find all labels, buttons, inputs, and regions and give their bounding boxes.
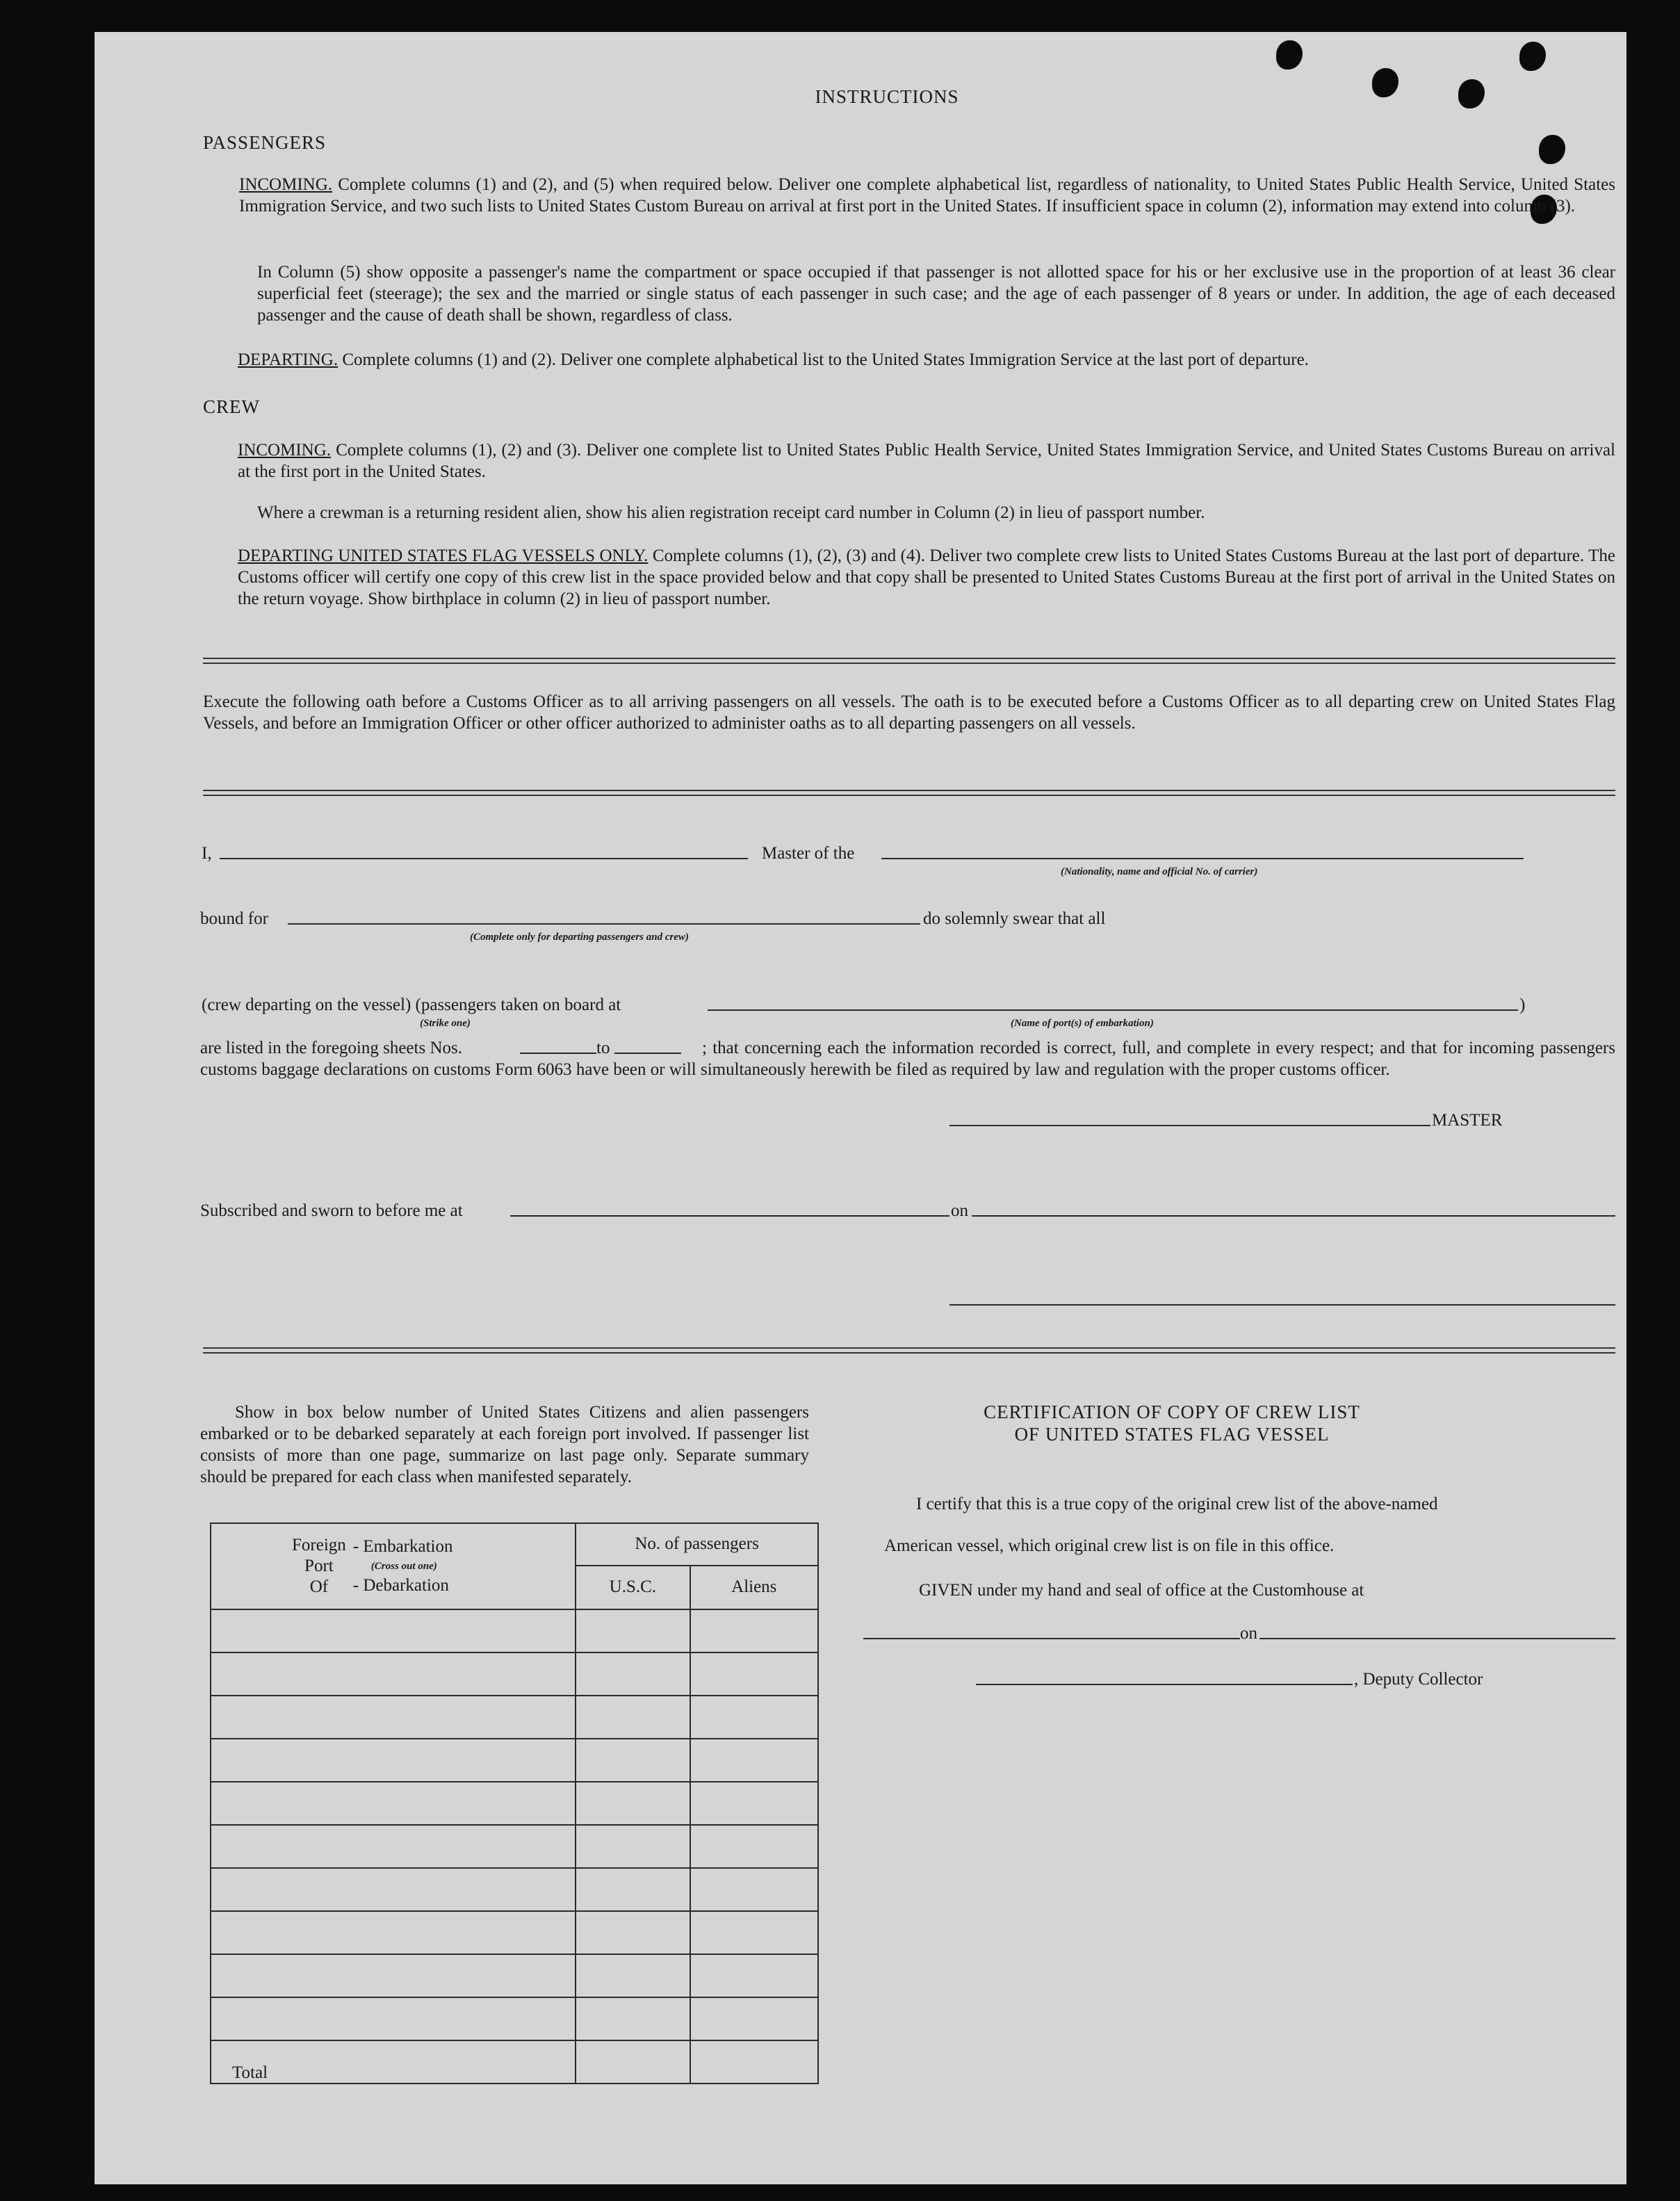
section-divider (203, 658, 1615, 664)
oath-intro-paragraph: Execute the following oath before a Customs Officer as to all arriving passengers on all vessels. The oath is to be executed before a Customs Officer as to all departing crew on United States Flag Vessels, and before an Immigration Officer or other officer authorized to administer oaths as to all departing passengers on all vessels. (203, 692, 1615, 733)
passengers-departing-label: DEPARTING. (238, 350, 339, 369)
form-page (95, 32, 1626, 2184)
oath-bound-for-label: bound for (200, 909, 268, 928)
officer-signature-field[interactable] (949, 1304, 1615, 1306)
passenger-summary-table (210, 1522, 819, 2084)
port-cell[interactable] (211, 1696, 576, 1739)
crew-incoming-label: INCOMING. (238, 441, 332, 460)
certification-on-label: on (1240, 1624, 1257, 1643)
oath-listed-to: to (596, 1039, 610, 1057)
usc-cell[interactable] (576, 1868, 690, 1911)
master-signature-label: MASTER (1432, 1111, 1503, 1130)
crew-departing-paragraph (238, 545, 1615, 610)
subscribed-label: Subscribed and sworn to before me at (200, 1201, 463, 1220)
punch-hole (1276, 40, 1303, 70)
table-row (211, 1739, 818, 1782)
debarkation-option[interactable]: - Debarkation (352, 1576, 449, 1595)
port-header-cell (211, 1523, 576, 1609)
usc-cell[interactable] (576, 1696, 690, 1739)
certification-date-field[interactable] (1259, 1638, 1615, 1639)
crew-departing-text: Complete columns (1), (2), (3) and (4). Deliver two complete crew lists to United States Customs Bureau at the last port of departure. The Customs officer will certify one copy of this crew list in the space provided below and that copy shall be presented to United States Customs Bureau at the first port of arrival in the United States on the return voyage. Show birthplace in column (2) in lieu of passport number. (238, 546, 1615, 608)
oath-master-of-label: Master of the (762, 844, 855, 863)
aliens-cell[interactable] (690, 1868, 818, 1911)
usc-cell[interactable] (576, 1911, 690, 1954)
punch-hole (1519, 42, 1546, 71)
summary-instructions: Show in box below number of United States Citizens and alien passengers embarked or to be debarked separately at each foreign port involved. If passenger list consists of more than one page, summarize on last page only. Separate summary should be prepared for each class when manifested separately. (200, 1403, 809, 1486)
bound-for-field[interactable] (288, 923, 920, 925)
carrier-hint: (Nationality, name and official No. of carrier) (1061, 866, 1258, 877)
aliens-cell[interactable] (690, 1782, 818, 1825)
port-cell[interactable] (211, 1868, 576, 1911)
oath-listed-prefix: are listed in the foregoing sheets Nos. (200, 1039, 462, 1057)
master-signature-field[interactable] (949, 1125, 1430, 1126)
aliens-cell[interactable] (690, 1997, 818, 2040)
page-title: INSTRUCTIONS (815, 86, 959, 107)
table-row (211, 1868, 818, 1911)
crew-heading: CREW (203, 396, 260, 417)
oath-swear-text: do solemnly swear that all (923, 909, 1106, 928)
subscribed-on-label: on (951, 1201, 968, 1220)
port-cell[interactable] (211, 1954, 576, 1997)
section-divider (203, 790, 1615, 796)
port-cell[interactable] (211, 1739, 576, 1782)
table-row (211, 1696, 818, 1739)
certification-given-text: GIVEN under my hand and seal of office at the Customhouse at (919, 1581, 1364, 1600)
port-cell[interactable] (211, 1825, 576, 1868)
port-cell[interactable] (211, 1652, 576, 1696)
table-row (211, 1825, 818, 1868)
cross-out-hint: (Cross out one) (370, 1561, 437, 1572)
usc-cell[interactable] (576, 1652, 690, 1696)
aliens-header-cell: Aliens (690, 1566, 818, 1609)
certification-certify-line2: American vessel, which original crew list is on file in this office. (884, 1536, 1335, 1555)
aliens-cell[interactable] (690, 1954, 818, 1997)
usc-cell[interactable] (576, 1609, 690, 1652)
port-cell[interactable] (211, 1997, 576, 2040)
aliens-cell[interactable] (690, 1911, 818, 1954)
usc-total-cell[interactable] (576, 2040, 690, 2084)
master-name-field[interactable] (220, 858, 748, 859)
oath-crew-passengers-text: (crew departing on the vessel) (passengers taken on board at (202, 996, 621, 1014)
aliens-cell[interactable] (690, 1825, 818, 1868)
passengers-incoming-label: INCOMING. (239, 175, 333, 194)
embarkation-ports-field[interactable] (708, 1009, 1518, 1011)
passengers-incoming-paragraph (239, 174, 1615, 217)
table-row (211, 1911, 818, 1954)
port-header-foreign: Foreign (292, 1536, 346, 1554)
usc-cell[interactable] (576, 1997, 690, 2040)
deputy-collector-label: , Deputy Collector (1354, 1670, 1483, 1689)
table-header-row (211, 1523, 818, 1566)
aliens-cell[interactable] (690, 1609, 818, 1652)
crew-incoming-text: Complete columns (1), (2) and (3). Deliver one complete list to United States Public Health Service, United States Immigration Service, and United States Customs Bureau on arrival at the first port in the United States. (238, 441, 1615, 481)
certification-certify-line1: I certify that this is a true copy of the original crew list of the above-named (916, 1495, 1438, 1513)
usc-cell[interactable] (576, 1782, 690, 1825)
usc-header-cell: U.S.C. (576, 1566, 690, 1609)
table-row (211, 1954, 818, 1997)
section-divider (203, 1347, 1615, 1354)
strike-one-hint: (Strike one) (420, 1018, 471, 1029)
port-header-of: Of (309, 1577, 329, 1596)
passengers-departing-paragraph (238, 349, 1615, 371)
crew-resident-paragraph: Where a crewman is a returning resident alien, show his alien registration receipt card number in Column (2) in lieu of passport number. (257, 503, 1205, 522)
table-total-row (211, 2040, 818, 2084)
passengers-incoming-text: Complete columns (1) and (2), and (5) when required below. Deliver one complete alphabetical list, regardless of nationality, to United States Public Health Service, United States Immigration Service, and two such lists to United States Custom Bureau on arrival at first port in the United States. If insufficient space in column (2), information may extend into column (3). (239, 175, 1616, 216)
passengers-column5-paragraph: In Column (5) show opposite a passenger's name the compartment or space occupied if that passenger is not allotted space for his or her exclusive use in the proportion of at least 36 clear superficial feet (steerage); the sex and the married or single status of each passenger in such case; and the age of each passenger of 8 years or under. In addition, the age of each deceased passenger and the cause of death shall be shown, regardless of class. (257, 263, 1615, 325)
total-label: Total (211, 2040, 576, 2084)
embarkation-option[interactable]: - Embarkation (352, 1537, 453, 1556)
oath-close-paren: ) (1519, 996, 1526, 1014)
ports-hint: (Name of port(s) of embarkation) (1011, 1018, 1154, 1029)
aliens-total-cell[interactable] (690, 2040, 818, 2084)
subscribed-place-field[interactable] (510, 1215, 949, 1217)
deputy-collector-signature-field[interactable] (976, 1684, 1353, 1685)
crew-incoming-paragraph (238, 439, 1615, 482)
passengers-departing-text: Complete columns (1) and (2). Deliver one complete alphabetical list to the United States Immigration Service at the last port of departure. (342, 350, 1309, 369)
carrier-field[interactable] (881, 858, 1524, 859)
punch-hole (1539, 135, 1565, 164)
aliens-cell[interactable] (690, 1739, 818, 1782)
bound-for-hint: (Complete only for departing passengers and crew) (470, 932, 689, 943)
oath-i-label: I, (202, 844, 212, 863)
subscribed-date-field[interactable] (972, 1215, 1615, 1217)
aliens-cell[interactable] (690, 1696, 818, 1739)
usc-cell[interactable] (576, 1954, 690, 1997)
table-row (211, 1997, 818, 2040)
aliens-cell[interactable] (690, 1652, 818, 1696)
oath-listed-rest: ; that concerning each the information recorded is correct, full, and complete in every respect; and that for incoming passengers customs baggage declarations on customs Form 6063 have been or will simultaneously herewith be filed as required by law and regulation with the proper customs officer. (200, 1039, 1615, 1079)
table-row (211, 1782, 818, 1825)
certification-title-line2: OF UNITED STATES FLAG VESSEL (1014, 1424, 1330, 1445)
port-cell[interactable] (211, 1782, 576, 1825)
crew-departing-label: DEPARTING UNITED STATES FLAG VESSELS ONLY. (238, 546, 649, 565)
customhouse-location-field[interactable] (863, 1638, 1240, 1639)
table-row (211, 1652, 818, 1696)
passengers-header-cell: No. of passengers (576, 1523, 818, 1566)
usc-cell[interactable] (576, 1739, 690, 1782)
table-row (211, 1609, 818, 1652)
port-header-port: Port (304, 1557, 334, 1575)
certification-title-line1: CERTIFICATION OF COPY OF CREW LIST (984, 1402, 1360, 1422)
passengers-heading: PASSENGERS (203, 132, 327, 153)
port-cell[interactable] (211, 1609, 576, 1652)
usc-cell[interactable] (576, 1825, 690, 1868)
port-cell[interactable] (211, 1911, 576, 1954)
